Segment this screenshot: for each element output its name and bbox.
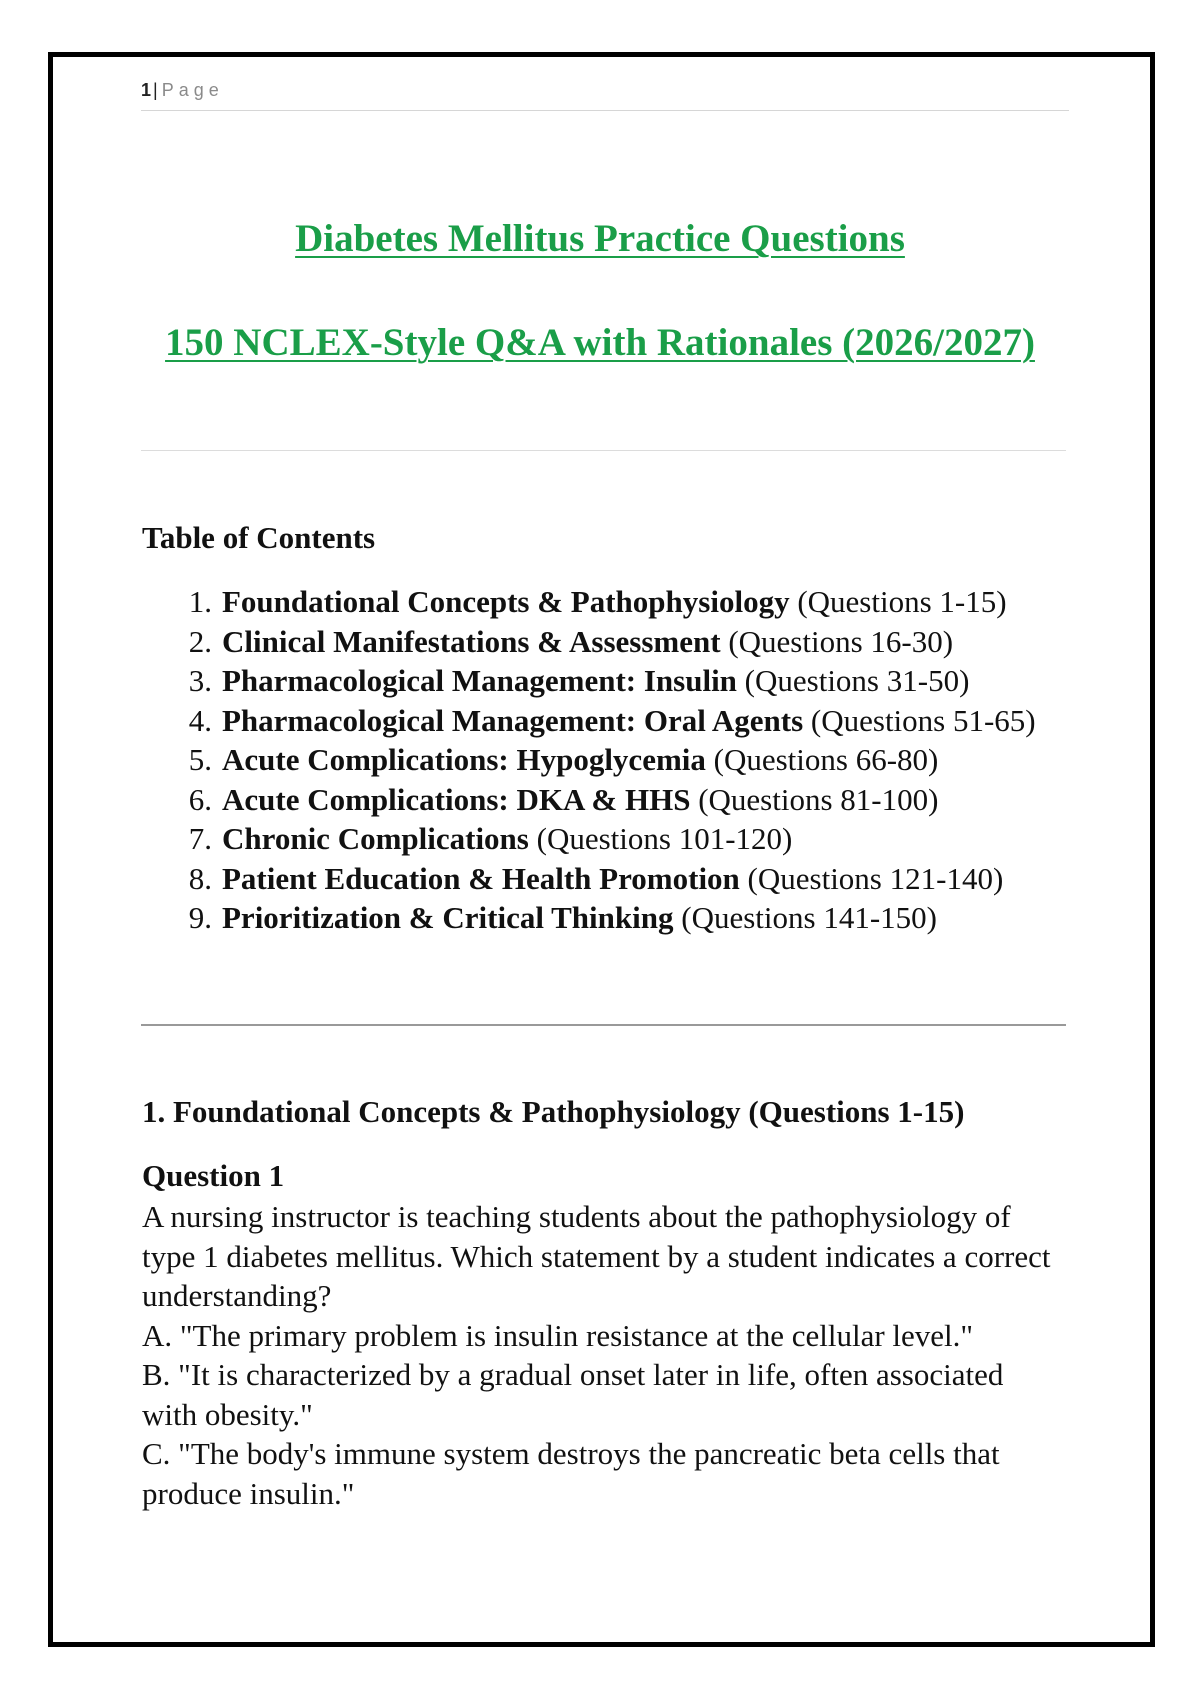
toc-item bbox=[172, 859, 1036, 899]
toc-item bbox=[172, 819, 1036, 859]
question-label: Question 1 bbox=[142, 1158, 285, 1193]
toc-item-range: (Questions 66-80) bbox=[713, 742, 939, 777]
toc-item-range: (Questions 1-15) bbox=[797, 584, 1007, 619]
answer-option-b: B. "It is characterized by a gradual onset later in life, often associated with obesity." bbox=[142, 1357, 1004, 1432]
toc-item-title: Chronic Complications bbox=[222, 821, 529, 856]
toc-item-title: Acute Complications: Hypoglycemia bbox=[222, 742, 706, 777]
question-body bbox=[142, 1197, 1062, 1513]
section-heading: 1. Foundational Concepts & Pathophysiology (Questions 1-15) bbox=[142, 1094, 965, 1129]
toc-item-range: (Questions 81-100) bbox=[698, 781, 939, 817]
toc-item bbox=[172, 661, 1036, 701]
toc-item-range: (Questions 51-65) bbox=[810, 702, 1036, 738]
document-title: Diabetes Mellitus Practice Questions bbox=[295, 217, 905, 260]
toc-item-title: Pharmacological Management: Insulin bbox=[222, 663, 737, 698]
toc-item-number: 4. bbox=[188, 702, 212, 738]
toc-item bbox=[172, 780, 1036, 820]
question-stem: A nursing instructor is teaching students about the pathophysiology of type 1 diabetes mellitus. Which statement by a student indicates a correct understanding? bbox=[142, 1199, 1051, 1313]
answer-option-c: C. "The body's immune system destroys the pancreatic beta cells that produce insulin." bbox=[142, 1436, 1000, 1511]
toc-item-title: Patient Education & Health Promotion bbox=[222, 860, 740, 896]
toc-item-number: 8. bbox=[188, 860, 212, 896]
divider bbox=[141, 450, 1066, 451]
toc-item bbox=[172, 898, 1036, 938]
toc-item-title: Pharmacological Management: Oral Agents bbox=[222, 702, 804, 738]
page-label: Page bbox=[161, 80, 224, 100]
page-header bbox=[141, 80, 1069, 111]
toc-item-number: 5. bbox=[188, 742, 212, 777]
toc-item-range: (Questions 141-150) bbox=[681, 900, 937, 935]
toc-item-title: Prioritization & Critical Thinking bbox=[222, 900, 674, 935]
toc-item-number: 7. bbox=[188, 821, 212, 856]
answer-option-a: A. "The primary problem is insulin resistance at the cellular level." bbox=[142, 1317, 974, 1353]
toc-item-number: 2. bbox=[188, 623, 212, 659]
divider bbox=[141, 1024, 1066, 1026]
toc-item bbox=[172, 701, 1036, 741]
toc-item-range: (Questions 16-30) bbox=[728, 623, 954, 659]
toc-item-title: Foundational Concepts & Pathophysiology bbox=[222, 584, 790, 619]
page-separator: | bbox=[153, 80, 158, 100]
page-number: 1 bbox=[141, 80, 152, 100]
toc-item-title: Acute Complications: DKA & HHS bbox=[222, 781, 691, 817]
toc-item-number: 3. bbox=[188, 663, 212, 698]
toc-item-number: 1. bbox=[188, 584, 212, 619]
toc-heading: Table of Contents bbox=[142, 520, 376, 555]
toc-item bbox=[172, 582, 1036, 622]
toc-item-number: 6. bbox=[188, 781, 212, 817]
toc-list bbox=[172, 582, 1036, 938]
toc-item-range: (Questions 101-120) bbox=[536, 821, 793, 856]
document-subtitle: 150 NCLEX-Style Q&A with Rationales (2026/2027) bbox=[165, 321, 1035, 364]
toc-item-title: Clinical Manifestations & Assessment bbox=[222, 623, 721, 659]
toc-item bbox=[172, 622, 1036, 662]
toc-item-number: 9. bbox=[188, 900, 212, 935]
toc-item-range: (Questions 31-50) bbox=[744, 663, 970, 698]
toc-item bbox=[172, 740, 1036, 780]
toc-item-range: (Questions 121-140) bbox=[747, 860, 1004, 896]
